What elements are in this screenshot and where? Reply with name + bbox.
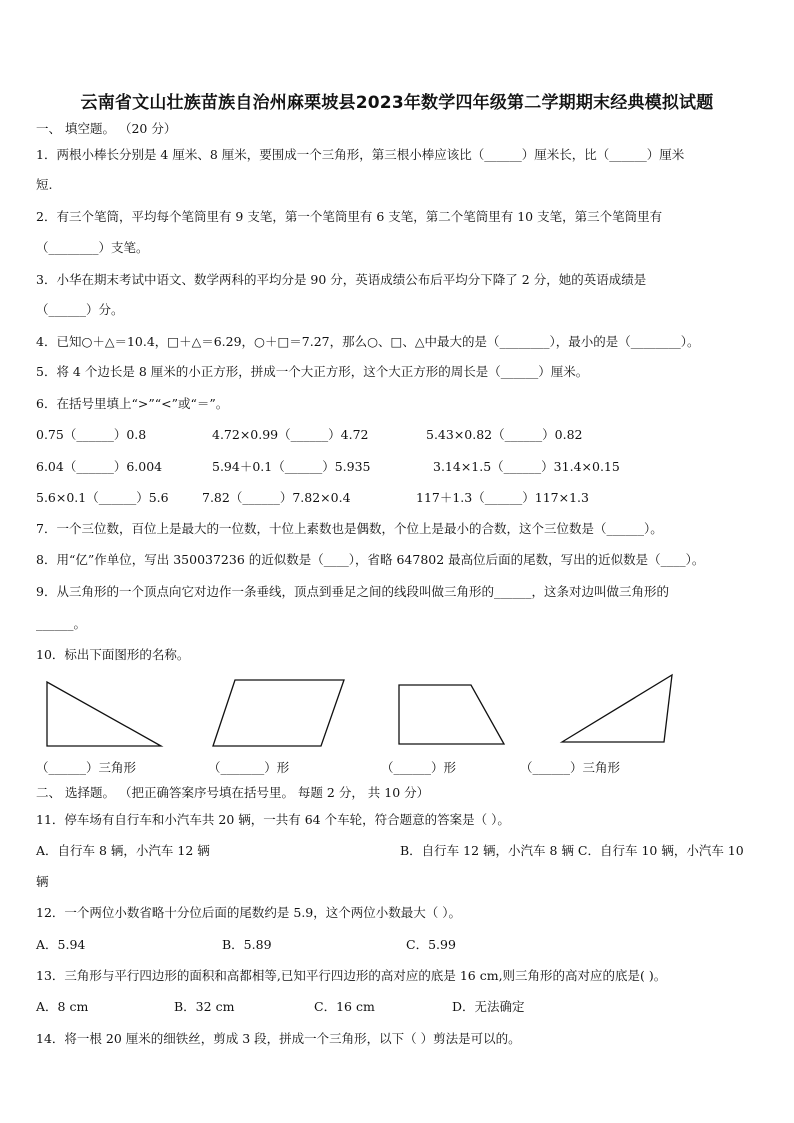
shape-label-1: （______）三角形 (36, 760, 137, 775)
question-1-line-2: 短. (36, 177, 53, 192)
question-13-option-b: B．32 cm (174, 999, 235, 1014)
question-13-option-d: D．无法确定 (452, 999, 525, 1014)
obtuse-triangle-figure (562, 675, 672, 742)
compare-item: 6.04（______）6.004 (36, 459, 163, 474)
question-14: 14．将一根 20 厘米的细铁丝，剪成 3 段，拼成一个三角形，以下（ ）剪法是可以的。 (36, 1031, 521, 1046)
question-9-line-2: ______。 (36, 616, 87, 631)
question-5: 5．将 4 个边长是 8 厘米的小正方形，拼成一个大正方形，这个大正方形的周长是（______）厘米。 (36, 364, 589, 379)
question-4: 4．已知○＋△＝10.4，□＋△＝6.29，○＋□＝7.27，那么○、□、△中最大的是（________），最小的是（________）。 (36, 334, 700, 349)
question-13-option-c: C．16 cm (314, 999, 375, 1014)
question-3-line-1: 3．小华在期末考试中语文、数学两科的平均分是 90 分，英语成绩公布后平均分下降了 2 分，她的英语成绩是 (36, 272, 647, 287)
question-11-option-a: A．自行车 8 辆，小汽车 12 辆 (36, 843, 210, 858)
question-3-line-2: （______）分。 (36, 302, 124, 317)
section-2-heading: 二、 选择题。 （把正确答案序号填在括号里。 每题 2 分， 共 10 分） (36, 785, 430, 800)
compare-item: 0.75（______）0.8 (36, 427, 147, 442)
question-11-option-bc: B．自行车 12 辆，小汽车 8 辆 C．自行车 10 辆，小汽车 10 (400, 843, 744, 858)
shape-label-4: （______）三角形 (520, 760, 621, 775)
page-title: 云南省文山壮族苗族自治州麻栗坡县2023年数学四年级第二学期期末经典模拟试题 (80, 93, 714, 113)
compare-item: 3.14×1.5（______）31.4×0.15 (433, 459, 620, 474)
question-2-line-2: （________）支笔。 (36, 240, 149, 255)
question-13-option-a: A．8 cm (36, 999, 89, 1014)
right-triangle-figure (47, 682, 161, 746)
compare-item: 5.6×0.1（______）5.6 (36, 490, 169, 505)
question-12-option-b: B．5.89 (222, 937, 272, 952)
question-13: 13．三角形与平行四边形的面积和高都相等,已知平行四边形的高对应的底是 16 cm,则三角形的高对应的底是( )。 (36, 968, 667, 983)
section-1-heading: 一、 填空题。 （20 分） (36, 121, 177, 136)
compare-item: 117＋1.3（______）117×1.3 (416, 490, 589, 505)
shape-label-2: （_______）形 (208, 760, 290, 775)
question-8: 8．用“亿”作单位，写出 350037236 的近似数是（____），省略 647802 最高位后面的尾数，写出的近似数是（____）。 (36, 552, 705, 567)
question-12: 12．一个两位小数省略十分位后面的尾数约是 5.9，这个两位小数最大（ ）。 (36, 905, 461, 920)
question-2-line-1: 2．有三个笔筒，平均每个笔筒里有 9 支笔，第一个笔筒里有 6 支笔，第二个笔筒里有 10 支笔，第三个笔筒里有 (36, 209, 663, 224)
question-12-option-c: C．5.99 (406, 937, 456, 952)
question-7: 7．一个三位数，百位上是最大的一位数，十位上素数也是偶数，个位上是最小的合数，这个三位数是（______）。 (36, 521, 663, 536)
question-9-line-1: 9．从三角形的一个顶点向它对边作一条垂线，顶点到垂足之间的线段叫做三角形的______，这条对边叫做三角形的 (36, 584, 669, 599)
shape-label-3: （______）形 (381, 760, 457, 775)
question-11: 11．停车场有自行车和小汽车共 20 辆，一共有 64 个车轮，符合题意的答案是（ ）。 (36, 812, 510, 827)
parallelogram-figure (213, 680, 344, 746)
question-10: 10．标出下面图形的名称。 (36, 647, 190, 662)
compare-item: 4.72×0.99（______）4.72 (212, 427, 369, 442)
question-1-line-1: 1．两根小棒长分别是 4 厘米、8 厘米，要围成一个三角形，第三根小棒应该比（______）厘米长，比（______）厘米 (36, 147, 685, 162)
compare-item: 7.82（______）7.82×0.4 (202, 490, 351, 505)
question-12-option-a: A．5.94 (36, 937, 86, 952)
compare-item: 5.94＋0.1（______）5.935 (212, 459, 371, 474)
trapezoid-figure (399, 685, 504, 744)
compare-item: 5.43×0.82（______）0.82 (426, 427, 583, 442)
question-11-continued: 辆 (36, 874, 49, 889)
question-6: 6．在括号里填上“>”“<”或“＝”。 (36, 396, 229, 411)
